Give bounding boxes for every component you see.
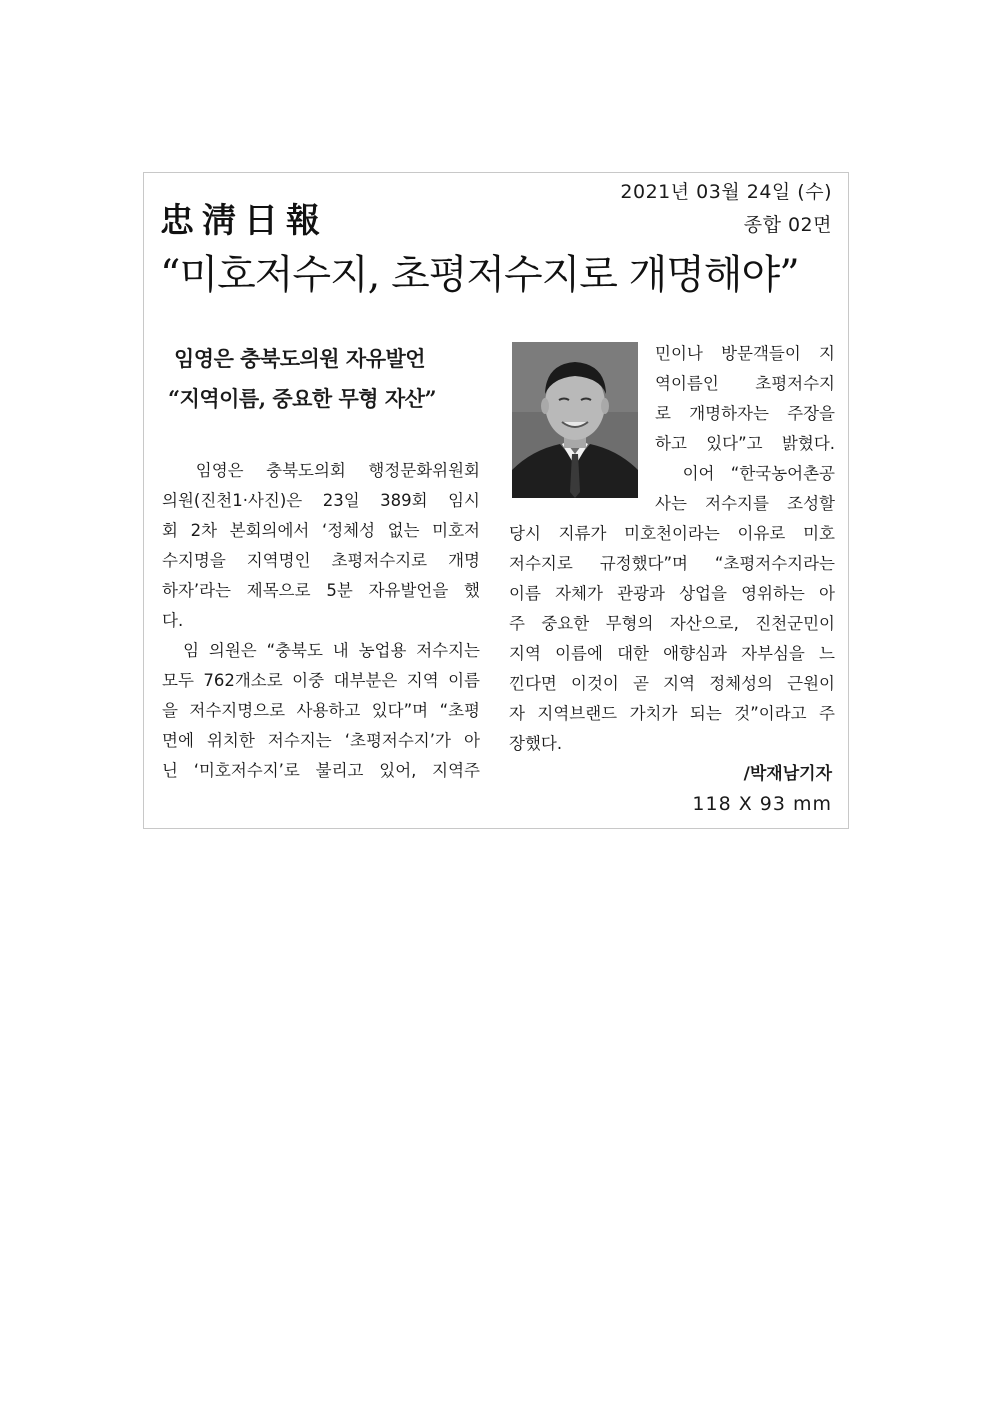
article-body-left-column <box>162 456 480 786</box>
body-line: 사는 저수지를 조성할 <box>655 494 835 513</box>
body-line: 닌 ‘미호저수지’로 불리고 있어, 지역주 <box>162 761 480 780</box>
body-line: 주 중요한 무형의 자산으로, 진천군민이 <box>509 614 835 633</box>
body-line: 다. <box>162 611 184 630</box>
body-line: 자 지역브랜드 가치가 되는 것”이라고 주 <box>509 704 835 723</box>
body-line: 당시 지류가 미호천이라는 이유로 미호 <box>509 524 835 543</box>
body-line: 장했다. <box>509 734 563 753</box>
body-line: 모두 762개소로 이중 대부분은 지역 이름 <box>162 671 480 690</box>
article-body-right-column <box>509 339 835 759</box>
body-line: 역이름인 초평저수지 <box>655 374 835 393</box>
publication-date: 2021년 03월 24일 (수) <box>620 181 832 203</box>
body-line: 지역 이름에 대한 애향심과 자부심을 느 <box>509 644 835 663</box>
body-line: 을 저수지명으로 사용하고 있다”며 “초평 <box>162 701 480 720</box>
body-line: 이어 “한국농어촌공 <box>655 464 835 483</box>
body-line: 저수지로 규정했다”며 “초평저수지라는 <box>509 554 835 573</box>
subheadline-2: “지역이름, 중요한 무형 자산” <box>168 386 437 411</box>
news-clipping <box>143 172 849 829</box>
body-line: 면에 위치한 저수지는 ‘초평저수지’가 아 <box>162 731 480 750</box>
body-line: 하고 있다”고 밝혔다. <box>655 434 835 453</box>
section-page: 종합 02면 <box>743 214 832 236</box>
byline: /박재남기자 <box>743 764 832 784</box>
body-line: 민이나 방문객들이 지 <box>655 344 835 363</box>
headline: “미호저수지, 초평저수지로 개명해야” <box>160 252 799 298</box>
body-line: 회 2차 본회의에서 ‘정체성 없는 미호저 <box>162 521 480 540</box>
body-line: 이름 자체가 관광과 상업을 영위하는 아 <box>509 584 835 603</box>
subheadline-1: 임영은 충북도의원 자유발언 <box>174 346 426 371</box>
newspaper-logo: 忠淸日報 <box>160 201 328 241</box>
clip-dimensions: 118 X 93 mm <box>692 793 832 815</box>
body-line: 낀다면 이것이 곧 지역 정체성의 근원이 <box>509 674 835 693</box>
body-line: 수지명을 지역명인 초평저수지로 개명 <box>162 551 480 570</box>
body-line: 의원(진천1·사진)은 23일 389회 임시 <box>162 491 480 510</box>
body-line: 하자’라는 제목으로 5분 자유발언을 했 <box>162 581 480 600</box>
body-line: 임 의원은 “충북도 내 농업용 저수지는 <box>162 641 480 660</box>
body-line: 임영은 충북도의회 행정문화위원회 <box>162 461 480 480</box>
body-line: 로 개명하자는 주장을 <box>655 404 835 423</box>
